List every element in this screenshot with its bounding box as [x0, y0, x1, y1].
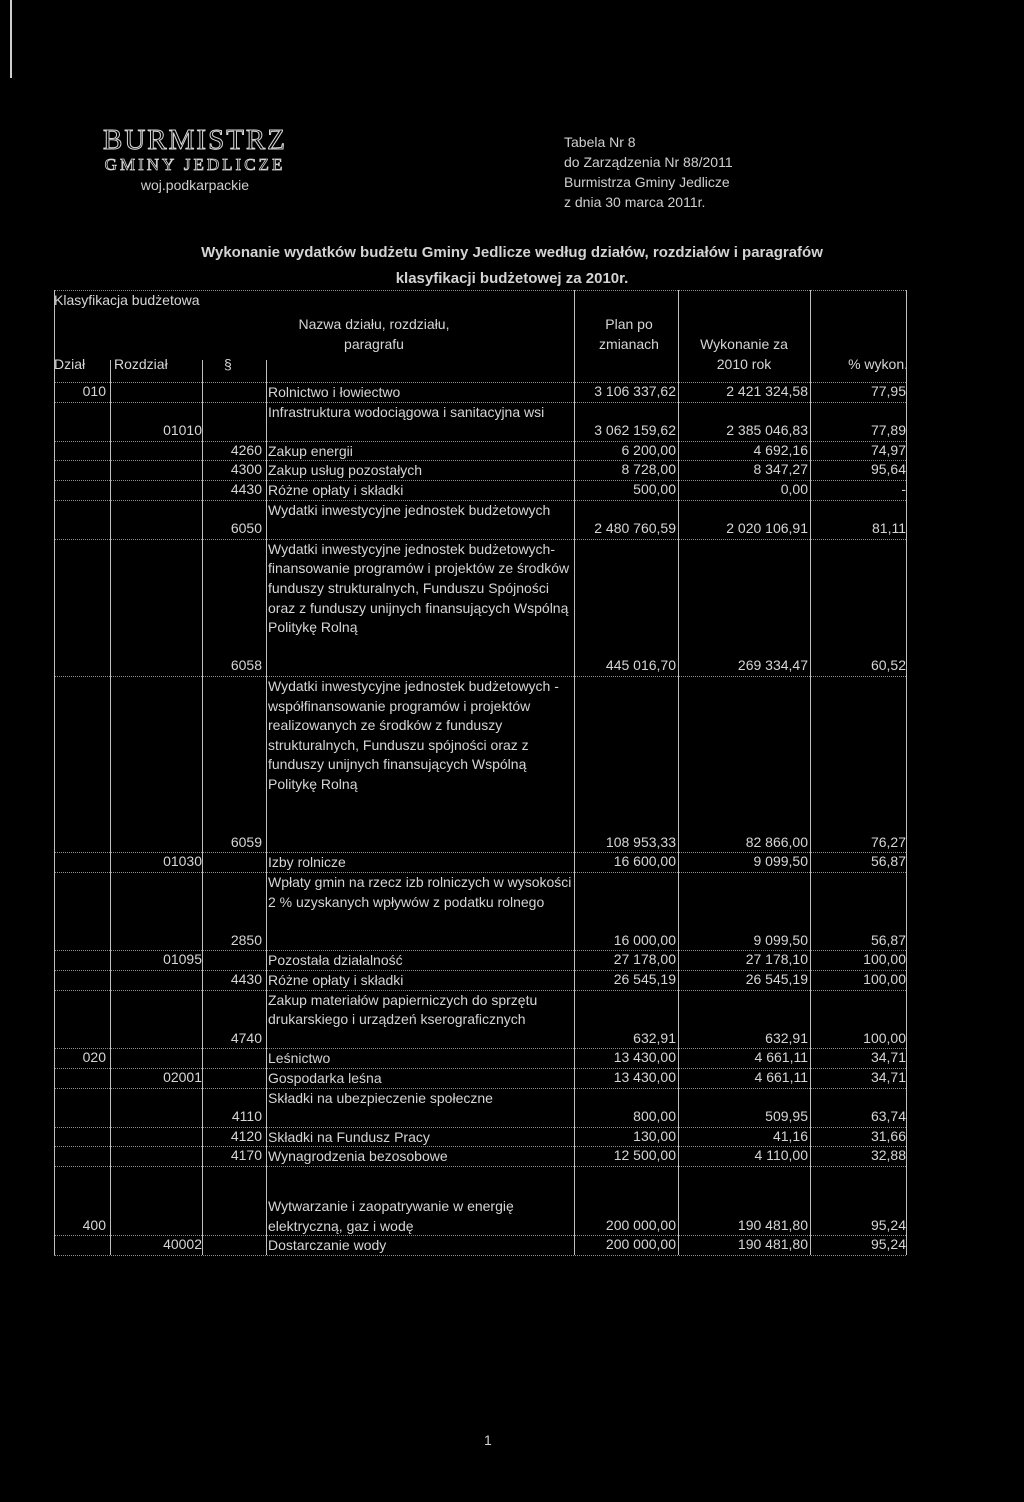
cell-plan: 500,00	[633, 481, 676, 497]
cell-wykonanie: 2 385 046,83	[726, 422, 808, 439]
cell-rozdzial: 02001	[163, 1069, 202, 1085]
cell-nazwa: Różne opłaty i składki	[268, 482, 404, 498]
header-classification: Klasyfikacja budżetowa	[54, 292, 200, 308]
cell-procent: 34,71	[870, 1069, 906, 1085]
cell-procent: 95,24	[870, 1216, 906, 1233]
cell-plan: 445 016,70	[605, 657, 676, 674]
cell-nazwa: Leśnictwo	[268, 1050, 331, 1067]
stamp-title: BURMISTRZ	[103, 124, 287, 156]
cell-procent: 95,24	[870, 1236, 906, 1253]
cell-wykonanie: 8 347,27	[753, 461, 808, 478]
header-paragraf: §	[224, 356, 232, 372]
header-wykonanie: Wykonanie za 2010 rok	[700, 336, 788, 372]
cell-procent: 81,11	[872, 520, 906, 537]
cell-procent: 100,00	[863, 951, 906, 968]
title-line-2: klasyfikacji budżetowej za 2010r.	[395, 270, 629, 287]
cell-procent: 77,95	[870, 383, 906, 399]
cell-procent: -	[901, 481, 906, 497]
cell-plan: 3 062 159,62	[594, 422, 676, 439]
cell-dzial: 010	[82, 383, 106, 399]
cell-plan: 16 000,00	[613, 931, 676, 948]
column-rule	[810, 290, 811, 1255]
cell-wykonanie: 4 692,16	[753, 441, 808, 458]
cell-plan: 800,00	[633, 1108, 676, 1125]
cell-plan: 130,00	[633, 1127, 676, 1144]
cell-wykonanie: 0,00	[780, 481, 808, 497]
document-reference	[564, 132, 733, 212]
cell-procent: 95,64	[870, 461, 906, 478]
cell-wykonanie: 4 661,11	[754, 1049, 808, 1066]
cell-rozdzial: 40002	[163, 1236, 202, 1253]
cell-wykonanie: 2 020 106,91	[726, 520, 808, 537]
cell-nazwa: Zakup materiałów papierniczych do sprzętu drukarskiego i urządzeń kserograficznych	[268, 991, 538, 1028]
cell-plan: 13 430,00	[613, 1069, 676, 1085]
header-plan: Plan po zmianach	[599, 316, 659, 352]
cell-wykonanie: 2 421 324,58	[726, 383, 808, 399]
cell-paragraf: 4170	[230, 1147, 262, 1164]
cell-procent: 100,00	[863, 971, 906, 987]
cell-procent: 100,00	[863, 1029, 906, 1046]
table-top-rule	[54, 290, 906, 291]
cell-nazwa: Zakup usług pozostałych	[268, 462, 423, 479]
cell-wykonanie: 190 481,80	[737, 1236, 808, 1253]
cell-wykonanie: 26 545,19	[745, 971, 808, 987]
cell-nazwa: Wytwarzanie i zaopatrywanie w energię elektryczną, gaz i wodę	[268, 1198, 514, 1234]
cell-paragraf: 6050	[230, 520, 262, 537]
cell-paragraf: 6059	[230, 833, 262, 850]
reference-date: z dnia 30 marca 2011r.	[564, 194, 706, 210]
page-title	[0, 240, 1024, 292]
page-number: 1	[484, 1432, 492, 1448]
cell-nazwa: Wydatki inwestycyjne jednostek budżetowych - współfinansowanie programów i projektów realizowanych ze środków z funduszy strukturalnych, Funduszu spójności oraz z funduszy unijnych finansujących Wspólną Politykę Rolną	[268, 678, 559, 792]
cell-procent: 63,74	[870, 1108, 906, 1125]
cell-paragraf: 4430	[230, 481, 262, 497]
cell-nazwa: Składki na ubezpieczenie społeczne	[268, 1089, 493, 1106]
cell-nazwa: Różne opłaty i składki	[268, 972, 404, 988]
title-line-1: Wykonanie wydatków budżetu Gminy Jedlicze według działów, rozdziałów i paragrafów	[201, 244, 823, 261]
cell-wykonanie: 269 334,47	[737, 657, 808, 674]
cell-procent: 31,66	[870, 1127, 906, 1144]
cell-wykonanie: 9 099,50	[753, 853, 808, 870]
cell-wykonanie: 190 481,80	[737, 1216, 808, 1233]
cell-nazwa: Zakup energii	[268, 442, 353, 459]
cell-plan: 200 000,00	[605, 1236, 676, 1253]
cell-wykonanie: 509,95	[765, 1108, 808, 1125]
header-rozdzial: Rozdział	[114, 356, 168, 372]
cell-wykonanie: 4 110,00	[754, 1147, 808, 1164]
row-rule	[54, 1166, 906, 1167]
cell-procent: 34,71	[870, 1049, 906, 1066]
column-rule	[110, 360, 111, 1255]
cell-procent: 56,87	[870, 931, 906, 948]
cell-nazwa: Składki na Fundusz Pracy	[268, 1128, 430, 1145]
cell-paragraf: 4120	[230, 1127, 262, 1144]
cell-procent: 76,27	[870, 833, 906, 850]
cell-paragraf: 4740	[230, 1029, 262, 1046]
cell-plan: 200 000,00	[605, 1216, 676, 1233]
column-rule	[574, 290, 575, 1255]
cell-procent: 56,87	[870, 853, 906, 870]
cell-procent: 32,88	[870, 1147, 906, 1164]
cell-nazwa: Wydatki inwestycyjne jednostek budżetowych	[268, 501, 551, 518]
cell-rozdzial: 01030	[163, 853, 202, 870]
cell-paragraf: 4430	[230, 971, 262, 987]
cell-plan: 27 178,00	[613, 951, 676, 968]
column-rule	[54, 290, 55, 1255]
cell-procent: 60,52	[870, 657, 906, 674]
row-rule	[54, 1255, 906, 1256]
cell-paragraf: 4110	[231, 1108, 262, 1125]
cell-rozdzial: 01095	[163, 951, 202, 968]
cell-paragraf: 6058	[230, 657, 262, 674]
cell-plan: 632,91	[633, 1029, 676, 1046]
header-nazwa: Nazwa działu, rozdziału, paragrafu	[298, 316, 450, 352]
cell-paragraf: 2850	[230, 931, 262, 948]
cell-wykonanie: 632,91	[765, 1029, 808, 1046]
cell-dzial: 400	[82, 1216, 106, 1233]
cell-plan: 108 953,33	[605, 833, 676, 850]
cell-wykonanie: 41,16	[772, 1127, 808, 1144]
cell-procent: 74,97	[870, 441, 906, 458]
cell-nazwa: Dostarczanie wody	[268, 1237, 387, 1254]
cell-plan: 6 200,00	[621, 441, 676, 458]
header-dzial: Dział	[54, 356, 86, 372]
cell-wykonanie: 4 661,11	[754, 1069, 808, 1085]
stamp-subtitle: GMINY JEDLICZE	[104, 155, 286, 174]
cell-plan: 8 728,00	[621, 461, 676, 478]
cell-plan: 12 500,00	[613, 1147, 676, 1164]
cell-wykonanie: 82 866,00	[745, 833, 808, 850]
cell-nazwa: Wynagrodzenia bezosobowe	[268, 1148, 448, 1165]
cell-plan: 2 480 760,59	[594, 520, 676, 537]
header-procent: % wykon.	[848, 356, 908, 372]
mayor-stamp	[70, 124, 320, 193]
column-rule	[906, 290, 907, 1255]
scan-edge-line	[10, 0, 12, 78]
cell-wykonanie: 9 099,50	[753, 931, 808, 948]
cell-nazwa: Infrastruktura wodociągowa i sanitacyjna wsi	[268, 403, 545, 420]
cell-nazwa: Wpłaty gmin na rzecz izb rolniczych w wysokości 2 % uzyskanych wpływów z podatku rolnego	[268, 874, 572, 910]
cell-rozdzial: 01010	[163, 422, 202, 439]
cell-paragraf: 4260	[230, 441, 262, 458]
cell-nazwa: Izby rolnicze	[268, 854, 346, 871]
column-rule	[202, 360, 203, 1255]
cell-paragraf: 4300	[230, 461, 262, 478]
reference-issuer: Burmistrza Gminy Jedlicze	[564, 174, 730, 190]
column-rule	[678, 290, 679, 1255]
reference-order-number: do Zarządzenia Nr 88/2011	[564, 154, 733, 170]
reference-table-number: Tabela Nr 8	[564, 134, 636, 150]
cell-nazwa: Wydatki inwestycyjne jednostek budżetowych-finansowanie programów i projektów ze środków funduszy strukturalnych, Funduszu Spójności oraz z funduszy unijnych finansujących Wspólną Politykę Rolną	[268, 540, 570, 636]
cell-nazwa: Gospodarka leśna	[268, 1070, 382, 1086]
cell-plan: 3 106 337,62	[594, 383, 676, 399]
cell-procent: 77,89	[870, 422, 906, 439]
cell-nazwa: Pozostała działalność	[268, 952, 403, 969]
cell-dzial: 020	[82, 1049, 106, 1066]
cell-plan: 26 545,19	[613, 971, 676, 987]
cell-nazwa: Rolnictwo i łowiectwo	[268, 384, 401, 400]
cell-plan: 16 600,00	[613, 853, 676, 870]
cell-plan: 13 430,00	[613, 1049, 676, 1066]
cell-wykonanie: 27 178,10	[745, 951, 808, 968]
column-rule	[266, 360, 267, 1255]
stamp-region: woj.podkarpackie	[140, 177, 250, 193]
